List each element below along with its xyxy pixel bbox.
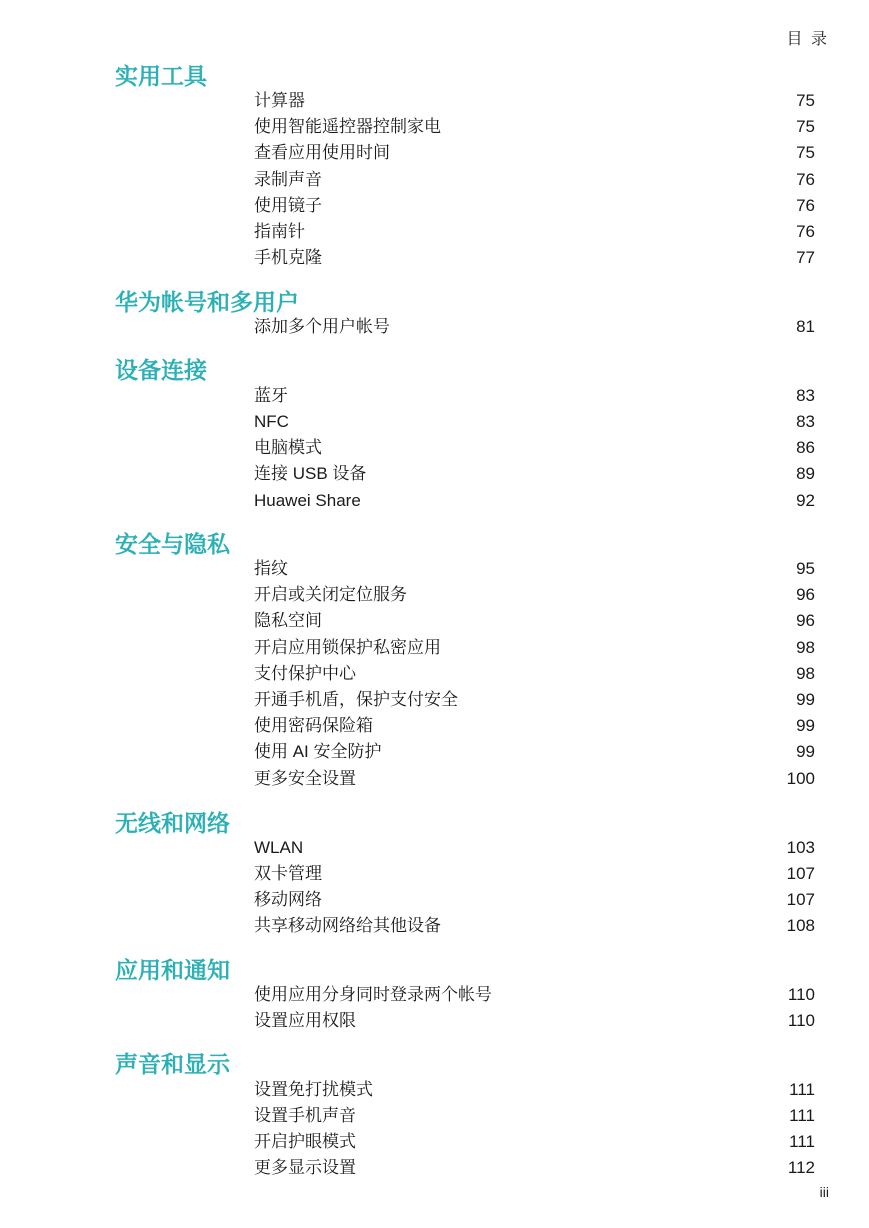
toc-entry[interactable] [254,557,815,581]
toc-entry[interactable] [254,1156,815,1180]
toc-entry[interactable] [254,384,815,408]
entry-label: 设置应用权限 [254,1011,356,1030]
entry-page: 89 [796,464,815,483]
entry-page: 95 [796,559,815,578]
entry-page: 111 [789,1080,815,1099]
entry-label: 使用密码保险箱 [254,716,373,735]
entry-page: 98 [796,638,815,657]
entry-page: 96 [796,585,815,604]
entry-label: 开启护眼模式 [254,1132,356,1151]
entry-page: 103 [786,838,815,857]
entry-page: 108 [786,916,815,935]
entry-page: 75 [796,143,815,162]
entry-label: 开启应用锁保护私密应用 [254,638,441,657]
toc-entry[interactable] [254,436,815,460]
entry-label: 连接 USB 设备 [254,464,367,483]
toc-entry[interactable] [254,714,815,738]
toc-entry[interactable] [254,220,815,244]
entry-page: 75 [796,117,815,136]
toc-entry[interactable] [254,888,815,912]
page-footer-number: iii [819,1184,829,1200]
entry-page: 99 [796,716,815,735]
entry-page: 112 [787,1158,815,1177]
entry-page: 98 [796,664,815,683]
entry-page: 110 [787,985,815,1004]
entry-label: 电脑模式 [254,438,322,457]
toc-entry[interactable] [254,246,815,270]
entry-label: 隐私空间 [254,611,322,630]
entry-page: 83 [796,412,815,431]
section-title: 声音和显示 [115,1051,230,1077]
entry-label: 更多显示设置 [254,1158,356,1177]
entry-page: 81 [796,317,815,336]
entry-page: 83 [796,386,815,405]
section-title: 应用和通知 [115,957,230,983]
toc-entry[interactable] [254,688,815,712]
entry-label: NFC [254,412,289,431]
section-title: 无线和网络 [115,810,230,836]
entry-label: 更多安全设置 [254,769,356,788]
toc-entry[interactable] [254,836,815,860]
entry-label: 计算器 [254,91,305,110]
entry-page: 111 [789,1106,815,1125]
toc-entry[interactable] [254,194,815,218]
entry-page: 92 [796,491,815,510]
entry-page: 96 [796,611,815,630]
entry-label: 指纹 [254,559,288,578]
entry-label: 设置免打扰模式 [254,1080,373,1099]
toc-entry[interactable] [254,315,815,339]
toc-entry[interactable] [254,89,815,113]
toc-entry[interactable] [254,1104,815,1128]
entry-page: 99 [796,742,815,761]
entry-label: 查看应用使用时间 [254,143,390,162]
toc-entry[interactable] [254,583,815,607]
entry-label: 双卡管理 [254,864,322,883]
section-title: 华为帐号和多用户 [115,289,299,315]
entry-page: 110 [787,1011,815,1030]
toc-entry[interactable] [254,740,815,764]
toc-entry[interactable] [254,609,815,633]
toc-entry[interactable] [254,489,815,513]
entry-label: 录制声音 [254,170,322,189]
entry-label: 添加多个用户帐号 [254,317,390,336]
toc-entry[interactable] [254,983,815,1007]
entry-page: 86 [796,438,815,457]
toc-entry[interactable] [254,767,815,791]
entry-page: 111 [789,1132,815,1151]
toc-entry[interactable] [254,636,815,660]
section-title: 设备连接 [115,357,207,383]
toc-entry[interactable] [254,462,815,486]
entry-label: 移动网络 [254,890,322,909]
entry-label: 设置手机声音 [254,1106,356,1125]
entry-page: 76 [796,222,815,241]
toc-entry[interactable] [254,410,815,434]
entry-page: 76 [796,170,815,189]
section-title: 实用工具 [115,63,207,89]
toc-entry[interactable] [254,862,815,886]
toc-entry[interactable] [254,168,815,192]
entry-label: 开启或关闭定位服务 [254,585,407,604]
entry-page: 75 [796,91,815,110]
entry-label: 共享移动网络给其他设备 [254,916,441,935]
entry-label: 支付保护中心 [254,664,356,683]
entry-page: 107 [786,864,815,883]
entry-label: 指南针 [254,222,305,241]
entry-page: 76 [796,196,815,215]
entry-label: 使用智能遥控器控制家电 [254,117,441,136]
toc-entry[interactable] [254,141,815,165]
entry-label: 开通手机盾，保护支付安全 [254,690,458,709]
toc-entry[interactable] [254,1130,815,1154]
toc-entry[interactable] [254,662,815,686]
entry-page: 77 [796,248,815,267]
entry-label: 使用镜子 [254,196,322,215]
toc-entry[interactable] [254,115,815,139]
entry-label: 使用 AI 安全防护 [254,742,382,761]
toc-entry[interactable] [254,1009,815,1033]
entry-label: WLAN [254,838,304,857]
entry-label: 手机克隆 [254,248,322,267]
entry-page: 100 [786,769,815,788]
toc-entry[interactable] [254,914,815,938]
entry-label: Huawei Share [254,491,361,510]
entry-label: 使用应用分身同时登录两个帐号 [254,985,492,1004]
section-title: 安全与隐私 [115,531,230,557]
page-header-title: 目 录 [786,31,829,48]
entry-label: 蓝牙 [254,386,288,405]
entry-page: 99 [796,690,815,709]
entry-page: 107 [786,890,815,909]
toc-entry[interactable] [254,1078,815,1102]
